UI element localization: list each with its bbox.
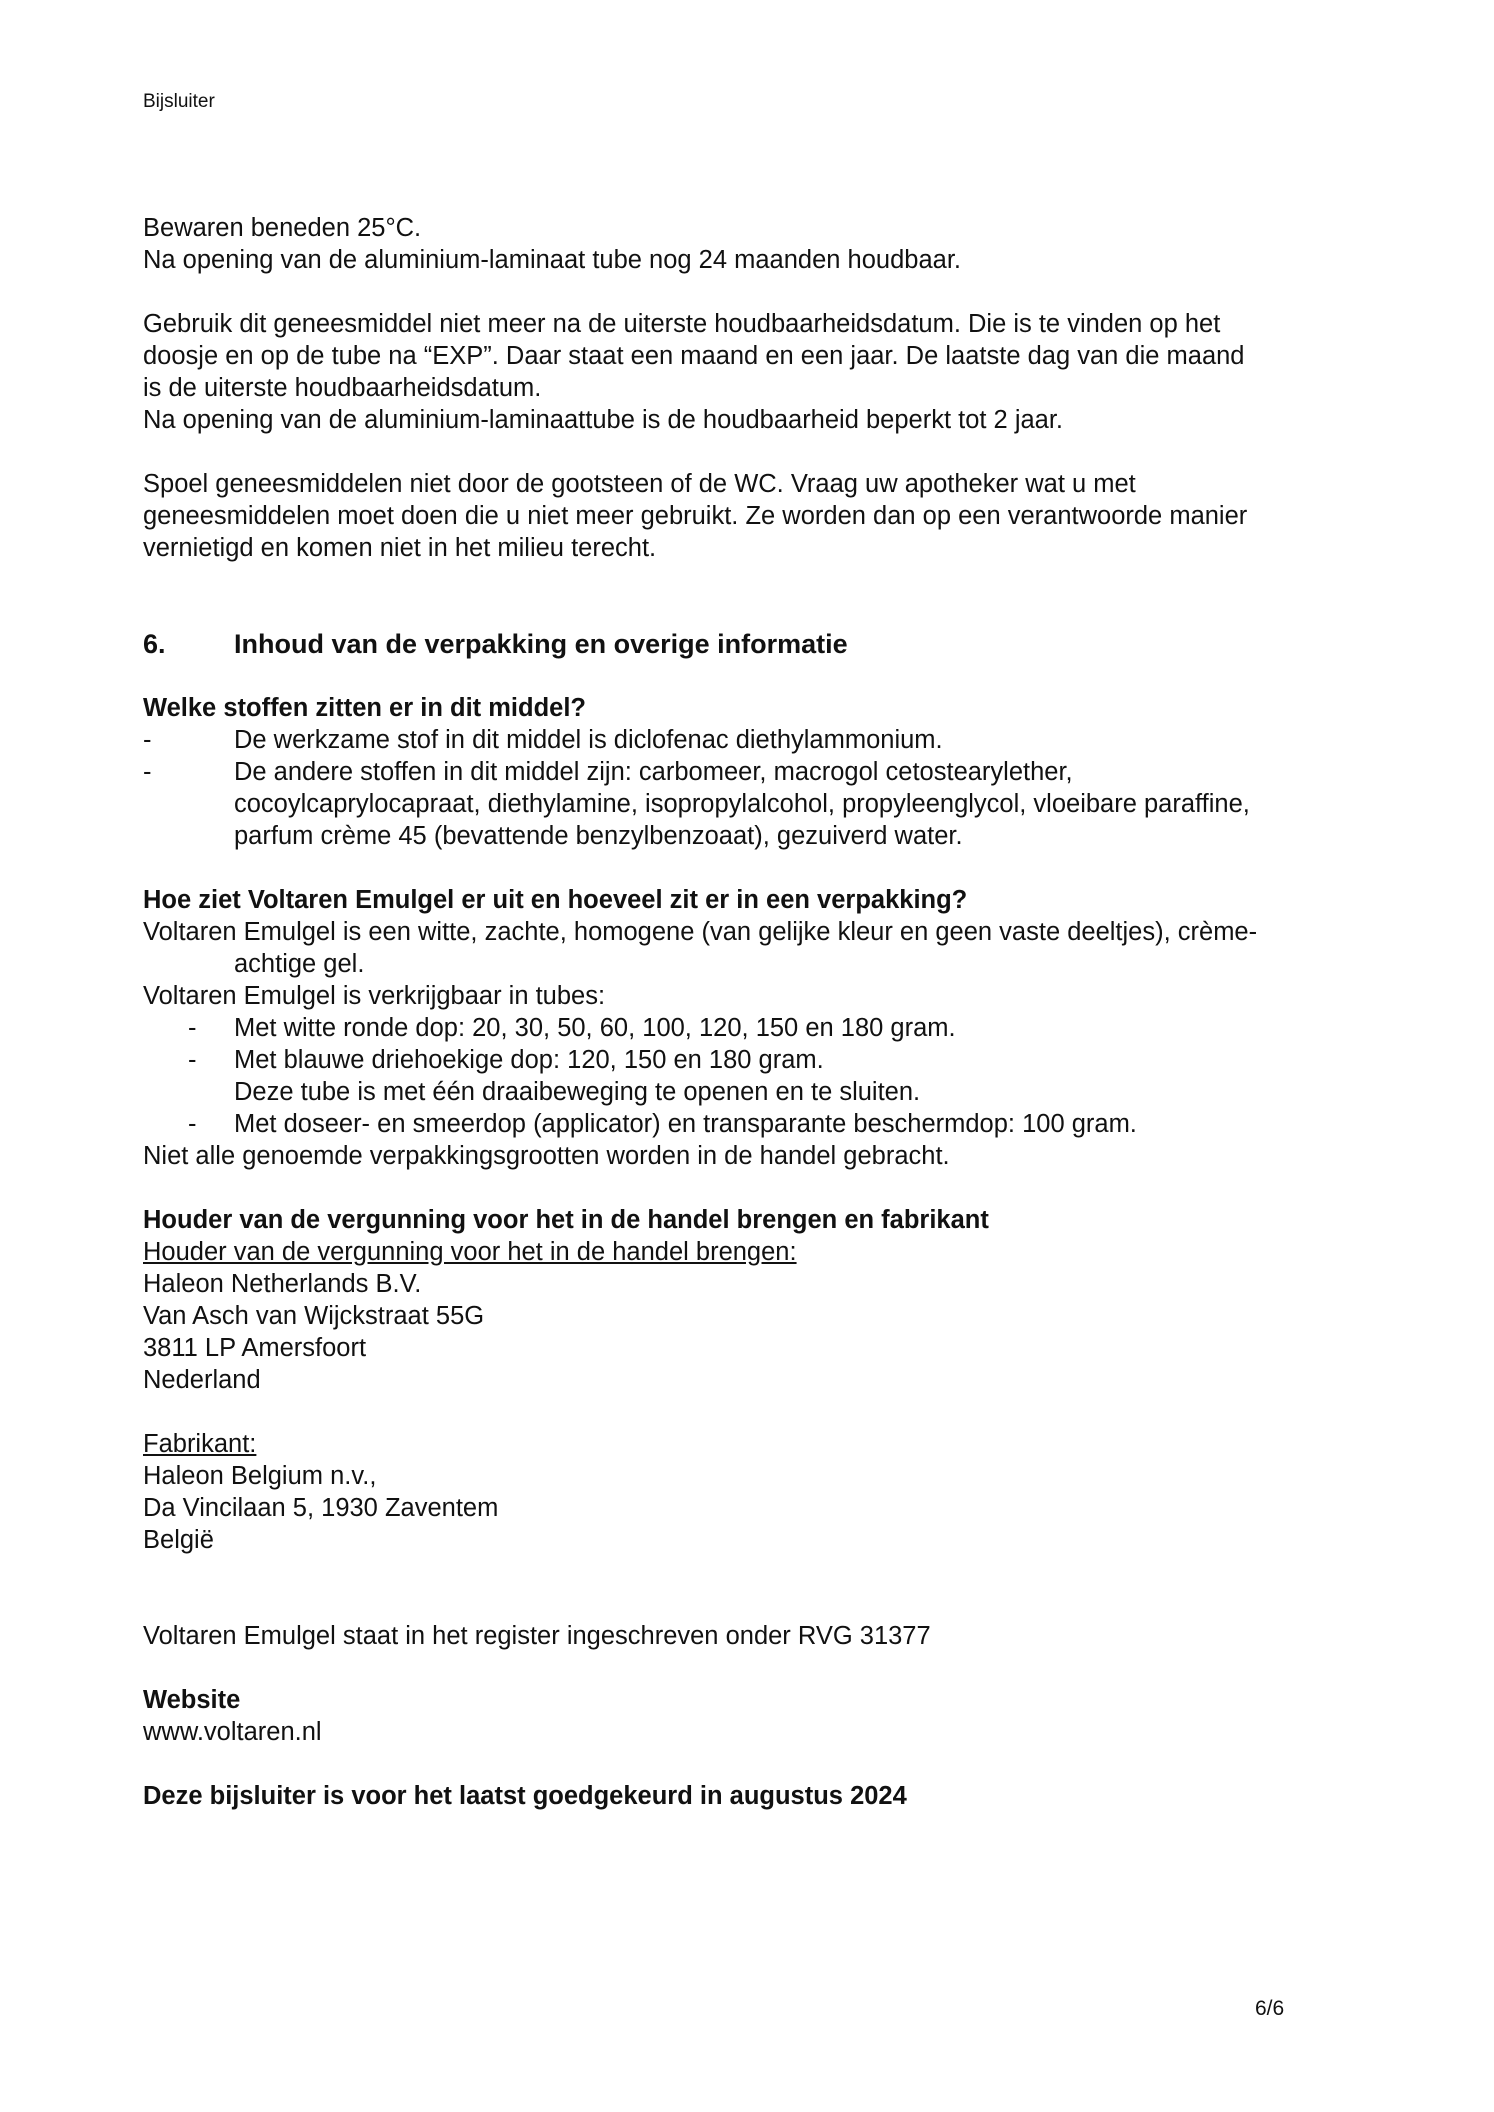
mah-address-line: 3811 LP Amersfoort bbox=[143, 1334, 367, 1362]
list-item bbox=[143, 1108, 1363, 1140]
other-substances-line: cocoylcaprylocapraat, diethylamine, isopropylalcohol, propyleenglycol, vloeibare paraffine, bbox=[234, 790, 1250, 818]
mah-address-line: Nederland bbox=[143, 1366, 261, 1394]
mah-address-line: Haleon Netherlands B.V. bbox=[143, 1270, 422, 1298]
manufacturer-address-line: België bbox=[143, 1526, 214, 1554]
expiry-line: Gebruik dit geneesmiddel niet meer na de uiterste houdbaarheidsdatum. Die is te vinden op het bbox=[143, 310, 1221, 338]
expiry-line: doosje en op de tube na “EXP”. Daar staat een maand en een jaar. De laatste dag van die maand bbox=[143, 342, 1245, 370]
section-heading bbox=[143, 628, 1363, 660]
document-body bbox=[143, 212, 1363, 1812]
approval-date: Deze bijsluiter is voor het laatst goedgekeurd in augustus 2024 bbox=[143, 1782, 907, 1810]
website-heading: Website bbox=[143, 1686, 241, 1714]
other-substances-line: De andere stoffen in dit middel zijn: carbomeer, macrogol cetostearylether, bbox=[234, 758, 1073, 786]
pack-size-blue-cap: Met blauwe driehoekige dop: 120, 150 en 180 gram. bbox=[234, 1046, 824, 1074]
mah-label: Houder van de vergunning voor het in de handel brengen: bbox=[143, 1238, 797, 1266]
list-dash: - bbox=[188, 1014, 197, 1042]
other-substances-text bbox=[234, 756, 1250, 852]
storage-after-opening: Na opening van de aluminium-laminaat tube nog 24 maanden houdbaar. bbox=[143, 246, 961, 274]
list-dash: - bbox=[143, 726, 152, 754]
list-item bbox=[143, 1012, 1363, 1044]
list-item bbox=[143, 756, 1363, 852]
page-header: Bijsluiter bbox=[143, 91, 215, 112]
disposal-line: vernietigd en komen niet in het milieu terecht. bbox=[143, 534, 657, 562]
manufacturer-label: Fabrikant: bbox=[143, 1430, 257, 1458]
availability-text: Voltaren Emulgel is verkrijgbaar in tubes: bbox=[143, 982, 606, 1010]
list-dash: - bbox=[143, 758, 152, 786]
page-number: 6/6 bbox=[1255, 1997, 1285, 2020]
blue-cap-note: Deze tube is met één draaibeweging te openen en te sluiten. bbox=[234, 1078, 921, 1106]
pack-availability-note: Niet alle genoemde verpakkingsgrootten worden in de handel gebracht. bbox=[143, 1142, 950, 1170]
pack-size-applicator: Met doseer- en smeerdop (applicator) en transparante beschermdop: 100 gram. bbox=[234, 1110, 1137, 1138]
manufacturer-address-line: Haleon Belgium n.v., bbox=[143, 1462, 377, 1490]
registration-number: Voltaren Emulgel staat in het register ingeschreven onder RVG 31377 bbox=[143, 1622, 931, 1650]
appearance-heading: Hoe ziet Voltaren Emulgel er uit en hoeveel zit er in een verpakking? bbox=[143, 886, 968, 914]
website-url: www.voltaren.nl bbox=[143, 1718, 322, 1746]
list-dash: - bbox=[188, 1110, 197, 1138]
disposal-line: geneesmiddelen moet doen die u niet meer gebruikt. Ze worden dan op een verantwoorde manier bbox=[143, 502, 1248, 530]
appearance-description-line: Voltaren Emulgel is een witte, zachte, homogene (van gelijke kleur en geen vaste deeltjes), crème- bbox=[143, 918, 1258, 946]
pack-size-white-cap: Met witte ronde dop: 20, 30, 50, 60, 100, 120, 150 en 180 gram. bbox=[234, 1014, 956, 1042]
appearance-description-line: achtige gel. bbox=[234, 950, 365, 978]
list-item bbox=[143, 1044, 1363, 1076]
section-title: Inhoud van de verpakking en overige informatie bbox=[234, 629, 848, 659]
active-substance-text: De werkzame stof in dit middel is diclofenac diethylammonium. bbox=[234, 726, 943, 754]
list-item bbox=[143, 724, 1363, 756]
list-dash: - bbox=[188, 1046, 197, 1074]
expiry-line: is de uiterste houdbaarheidsdatum. bbox=[143, 374, 542, 402]
holder-heading: Houder van de vergunning voor het in de handel brengen en fabrikant bbox=[143, 1206, 989, 1234]
section-number: 6. bbox=[143, 629, 166, 659]
mah-address-line: Van Asch van Wijckstraat 55G bbox=[143, 1302, 485, 1330]
expiry-line: Na opening van de aluminium-laminaattube is de houdbaarheid beperkt tot 2 jaar. bbox=[143, 406, 1064, 434]
ingredients-heading: Welke stoffen zitten er in dit middel? bbox=[143, 694, 586, 722]
disposal-line: Spoel geneesmiddelen niet door de gootsteen of de WC. Vraag uw apotheker wat u met bbox=[143, 470, 1136, 498]
storage-temperature: Bewaren beneden 25°C. bbox=[143, 214, 422, 242]
other-substances-line: parfum crème 45 (bevattende benzylbenzoaat), gezuiverd water. bbox=[234, 822, 963, 850]
manufacturer-address-line: Da Vincilaan 5, 1930 Zaventem bbox=[143, 1494, 499, 1522]
